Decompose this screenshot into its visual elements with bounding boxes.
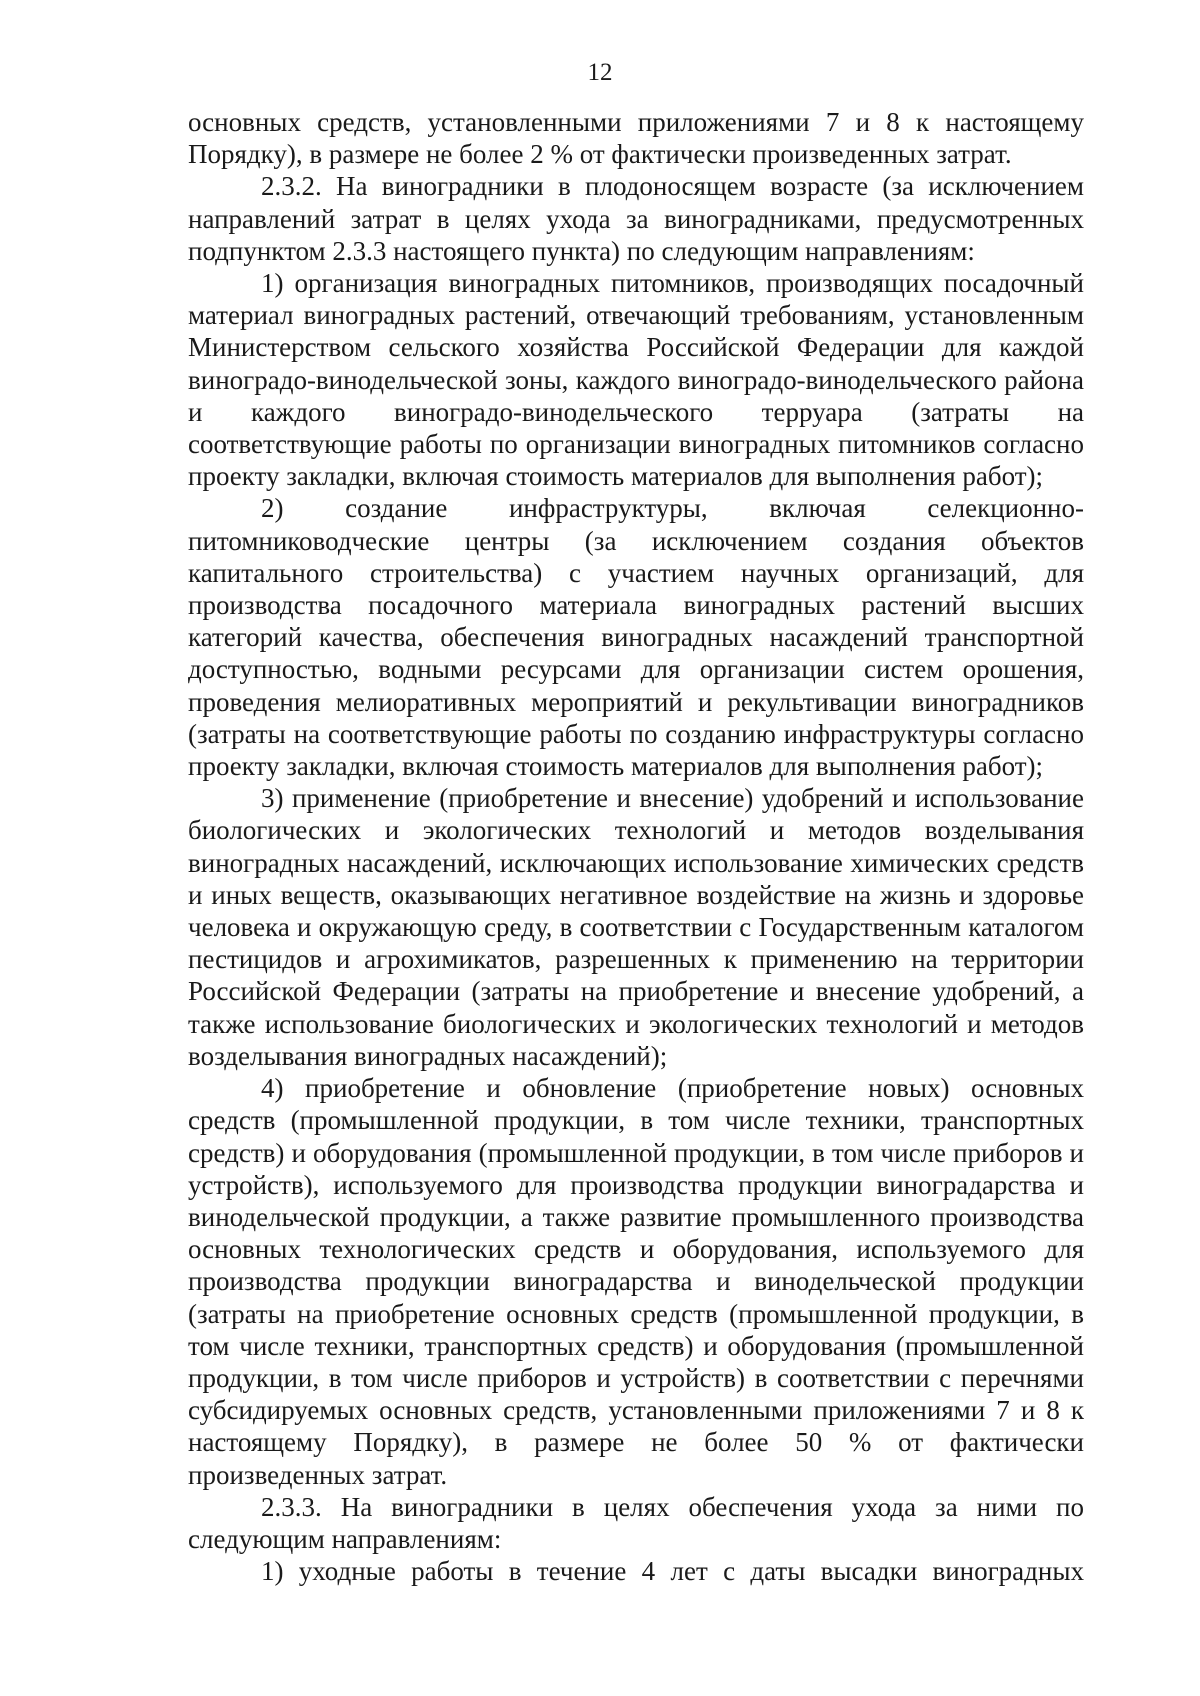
paragraph-item-2-infrastructure: 2) создание инфраструктуры, включая селекционно-питомниководческие центры (за исключением создания объектов капитального строительства) с участием научных организаций, для производства посадочного материала виноградных растений высших категорий качества, обеспечения виноградных насаждений транспортной доступностью, водными ресурсами для организации систем орошения, проведения мелиоративных мероприятий и рекультивации виноградников (затраты на соответствующие работы по созданию инфраструктуры согласно проекту закладки, включая стоимость материалов для выполнения работ); [188,493,1084,782]
paragraph-2-3-2: 2.3.2. На виноградники в плодоносящем возрасте (за исключением направлений затрат в целях ухода за виноградниками, предусмотренных подпунктом 2.3.3 настоящего пункта) по следующим направлениям: [188,171,1084,266]
document-body [188,106,1084,1587]
page-number: 12 [587,59,613,86]
paragraph-item-4-fixed-assets: 4) приобретение и обновление (приобретение новых) основных средств (промышленной продукции, в том числе техники, транспортных средств) и оборудования (промышленной продукции, в том числе приборов и устройств), используемого для производства продукции виноградарства и винодельческой продукции, а также развитие промышленного производства основных технологических средств и оборудования, используемого для производства продукции виноградарства и винодельческой продукции (затраты на приобретение основных средств (промышленной продукции, в том числе техники, транспортных средств) и оборудования (промышленной продукции, в том числе приборов и устройств) в соответствии с перечнями субсидируемых основных средств, установленными приложениями 7 и 8 к настоящему Порядку), в размере не более 50 % от фактически произведенных затрат. [188,1073,1084,1490]
paragraph-item-1-care-works: 1) уходные работы в течение 4 лет с даты высадки виноградных [261,1556,1084,1587]
paragraph-item-1-nurseries: 1) организация виноградных питомников, производящих посадочный материал виноградных растений, отвечающий требованиям, установленным Министерством сельского хозяйства Российской Федерации для каждой виноградо-винодельческой зоны, каждого виноградо-винодельческого района и каждого виноградо-винодельческого терруара (затраты на соответствующие работы по организации виноградных питомников согласно проекту закладки, включая стоимость материалов для выполнения работ); [188,268,1084,492]
paragraph-2-3-3: 2.3.3. На виноградники в целях обеспечения ухода за ними по следующим направлениям: [188,1491,1084,1554]
paragraph-item-3-fertilizers: 3) применение (приобретение и внесение) удобрений и использование биологических и экологических технологий и методов возделывания виноградных насаждений, исключающих использование химических средств и иных веществ, оказывающих негативное воздействие на жизнь и здоровье человека и окружающую среду, в соответствии с Государственным каталогом пестицидов и агрохимикатов, разрешенных к применению на территории Российской Федерации (затраты на приобретение и внесение удобрений, а также использование биологических и экологических технологий и методов возделывания виноградных насаждений); [188,783,1084,1071]
paragraph-continuation: основных средств, установленными приложениями 7 и 8 к настоящему Порядку), в размере не более 2 % от фактически произведенных затрат. [188,107,1084,170]
